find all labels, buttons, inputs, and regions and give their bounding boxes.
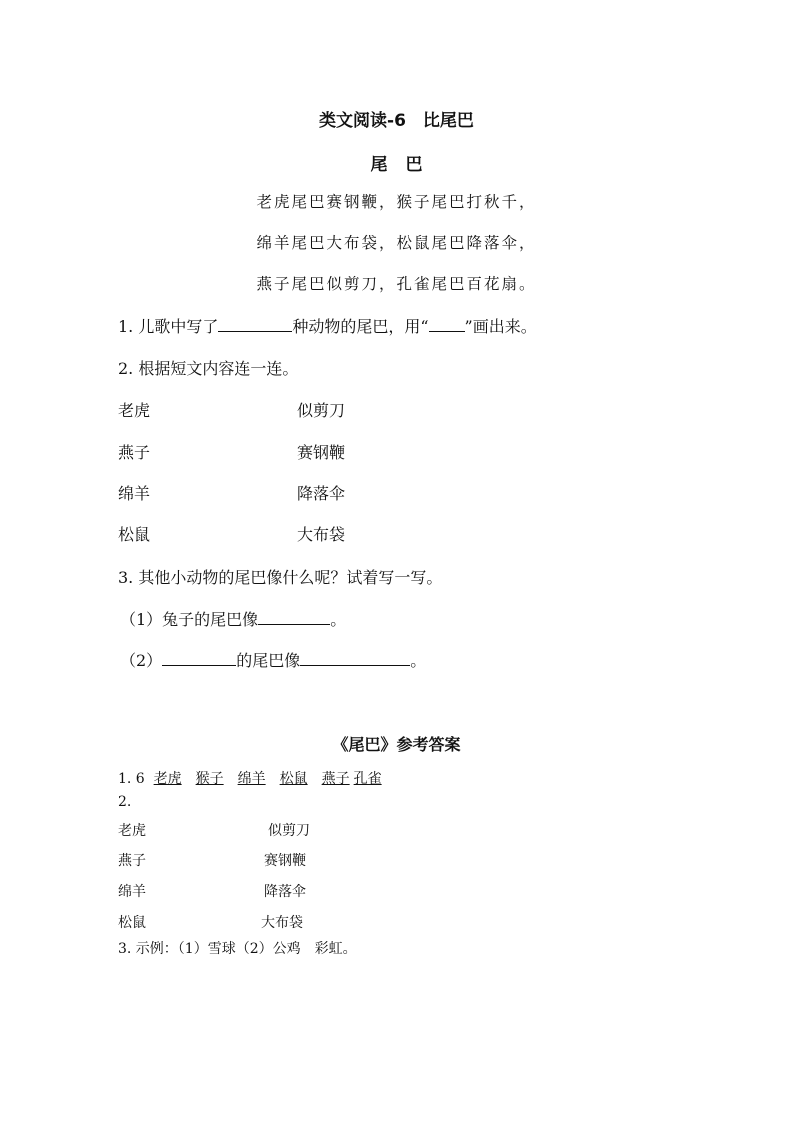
answer-2-right: 赛钢鞭 [264, 853, 306, 869]
answer-blank-rabbit[interactable] [258, 610, 330, 625]
match-left-item[interactable]: 老虎 [118, 401, 151, 420]
question-1-text-c: ”画出来。 [464, 317, 537, 336]
question-1-text-b: 种动物的尾巴，用“ [292, 317, 429, 336]
poem-line-1: 老虎尾巴赛钢鞭，猴子尾巴打秋千， [256, 193, 537, 211]
poem-line-2: 绵羊尾巴大布袋，松鼠尾巴降落伞， [256, 234, 537, 252]
answer-1-animal: 松鼠 [279, 771, 308, 787]
period: 。 [330, 610, 347, 629]
match-left-item[interactable]: 松鼠 [118, 525, 151, 544]
page-title: 类文阅读-6 比尾巴 [319, 111, 474, 131]
answer-blank-count[interactable] [218, 317, 292, 332]
answer-2-right: 大布袋 [261, 915, 303, 931]
match-right-item[interactable]: 降落伞 [297, 484, 346, 503]
answer-blank-animal[interactable] [162, 651, 236, 666]
answer-2-left: 燕子 [118, 853, 146, 869]
answer-2-left: 绵羊 [118, 884, 146, 900]
answer-2-left: 老虎 [118, 823, 146, 839]
answer-1-animal: 孔雀 [353, 771, 382, 787]
answer-1-animal: 老虎 [153, 771, 182, 787]
question-3-sub-1 [120, 607, 346, 630]
question-3-sub-2-label: （2） [120, 651, 163, 670]
answer-2-right: 似剪刀 [268, 823, 310, 839]
match-right-item[interactable]: 大布袋 [297, 525, 346, 544]
question-3-sub-2 [120, 648, 426, 671]
answer-blank-likeness[interactable] [300, 651, 410, 666]
answer-1-count: 1. 6 [118, 771, 145, 787]
question-3-sub-1-text: （1）兔子的尾巴像 [120, 610, 259, 629]
poem-title: 尾巴 [370, 155, 441, 175]
answer-2-left: 松鼠 [118, 915, 146, 931]
question-1-text-a: 1. 儿歌中写了 [118, 317, 219, 336]
match-right-item[interactable]: 似剪刀 [297, 401, 346, 420]
answer-1 [118, 768, 396, 788]
answer-key-title: 《尾巴》参考答案 [332, 735, 461, 754]
answer-blank-mark[interactable] [429, 317, 465, 332]
poem-line-3: 燕子尾巴似剪刀，孔雀尾巴百花扇。 [256, 275, 537, 293]
answer-1-animal: 燕子 [321, 771, 350, 787]
answer-3: 3. 示例：（1）雪球（2）公鸡 彩虹。 [118, 941, 357, 957]
match-right-item[interactable]: 赛钢鞭 [297, 443, 346, 462]
answer-1-animal: 猴子 [195, 771, 224, 787]
question-3-sub-2-text: 的尾巴像 [236, 651, 301, 670]
match-left-item[interactable]: 燕子 [118, 443, 151, 462]
question-1 [118, 314, 537, 337]
answer-1-animal: 绵羊 [237, 771, 266, 787]
question-3-prompt: 3. 其他小动物的尾巴像什么呢？试着写一写。 [118, 568, 443, 587]
answer-2-right: 降落伞 [264, 884, 306, 900]
answer-2-label: 2. [118, 794, 132, 810]
question-2-prompt: 2. 根据短文内容连一连。 [118, 359, 299, 378]
match-left-item[interactable]: 绵羊 [118, 484, 151, 503]
period: 。 [410, 651, 427, 670]
